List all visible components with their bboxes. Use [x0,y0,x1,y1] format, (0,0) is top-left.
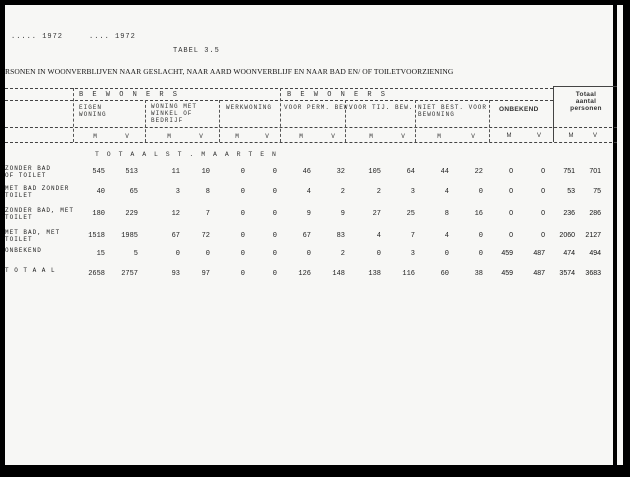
table-label: TABEL 3.5 [173,47,220,55]
table-cell: 7 [205,210,210,218]
table-cell: 64 [406,168,415,176]
row-label: MET BAD ZONDER TOILET [5,185,70,199]
table-cell: 0 [509,188,513,195]
mv-label-m: M [93,133,97,140]
total-header-top-rule [553,86,617,87]
col-divider [280,88,281,142]
table-cell: 4 [376,232,381,240]
table-cell: 1518 [88,232,105,240]
table-cell: 12 [171,210,180,218]
col-header-onbekend: ONBEKEND [499,106,539,113]
mv-label-v: V [199,133,203,140]
table-cell: 0 [272,270,277,278]
mv-label-v: V [265,133,269,140]
table-cell: 93 [171,270,180,278]
table-cell: 0 [478,188,483,196]
table-cell: 8 [205,188,210,196]
group-header-left: B E W O N E R S [79,91,180,99]
row-label: ZONDER BAD OF TOILET [5,165,52,179]
table-cell: 0 [240,210,245,218]
table-cell: 3574 [559,270,575,277]
col-divider [73,88,74,142]
table-cell: 0 [306,250,311,258]
header-group-rule [5,100,553,101]
table-cell: 67 [302,232,311,240]
table-cell: 0 [240,270,245,278]
table-cell: 22 [474,168,483,176]
table-cell: 4 [306,188,311,196]
mv-label-m: M [568,133,574,139]
table-cell: 105 [368,168,381,176]
table-cell: 2 [340,188,345,196]
col-header-eigen-woning: EIGEN WONING [79,104,107,118]
col-header-totaal: Totaal aantal personen [570,91,602,112]
table-cell: 0 [205,250,210,258]
table-cell: 0 [478,232,483,240]
table-cell: 0 [478,250,483,258]
scan-border [613,5,617,465]
mv-label-v: V [331,133,335,140]
col-divider [553,86,554,142]
table-cell: 2 [376,188,381,196]
col-divider [145,100,146,142]
table-cell: 2658 [88,270,105,278]
table-cell: 67 [171,232,180,240]
table-cell: 0 [444,250,449,258]
table-cell: 53 [567,188,575,195]
table-cell: 83 [336,232,345,240]
table-cell: 148 [332,270,345,278]
mv-label-m: M [235,133,239,140]
table-cell: 25 [406,210,415,218]
table-cell: 0 [541,188,545,195]
scanned-page [5,5,623,465]
group-header-right: B E W O N E R S [287,91,388,99]
table-cell: 9 [306,210,311,218]
table-cell: 459 [501,270,513,277]
table-cell: 97 [201,270,210,278]
table-cell: 0 [509,210,513,217]
table-cell: 0 [272,210,277,218]
table-cell: 72 [201,232,210,240]
table-cell: 0 [240,168,245,176]
table-cell: 2757 [121,270,138,278]
col-divider [489,100,490,142]
table-cell: 0 [272,188,277,196]
table-cell: 4 [444,232,449,240]
table-cell: 38 [474,270,483,278]
table-cell: 0 [376,250,381,258]
table-cell: 0 [541,168,545,175]
table-cell: 229 [125,210,138,218]
header-left-text: ..... 1972 [11,33,64,41]
table-cell: 40 [96,188,105,196]
table-cell: 11 [171,168,180,176]
table-cell: 0 [175,250,180,258]
table-cell: 474 [563,250,575,257]
row-label: T O T A A L [5,267,56,274]
table-cell: 3 [175,188,180,196]
table-cell: 8 [444,210,449,218]
table-cell: 751 [563,168,575,175]
table-cell: 180 [92,210,105,218]
table-cell: 0 [240,250,245,258]
table-cell: 3683 [585,270,601,277]
table-cell: 116 [402,270,415,278]
table-cell: 459 [501,250,513,257]
table-cell: 0 [509,232,513,239]
table-cell: 2060 [559,232,575,239]
table-cell: 0 [541,232,545,239]
table-cell: 0 [240,232,245,240]
mv-label-m: M [437,133,441,140]
mv-label-m: M [167,133,171,140]
row-label: MET BAD, MET TOILET [5,229,61,243]
table-cell: 487 [533,270,545,277]
table-cell: 60 [440,270,449,278]
table-cell: 1985 [121,232,138,240]
table-cell: 27 [372,210,381,218]
col-header-tij-bew: VOOR TIJ. BEW. [349,104,414,111]
table-cell: 65 [129,188,138,196]
mv-label-v: V [125,133,129,140]
col-header-woning-winkel: WONING MET WINKEL OF BEDRIJF [151,103,198,124]
table-cell: 3 [410,188,415,196]
header-middle-text: .... 1972 [89,33,136,41]
table-cell: 0 [509,168,513,175]
table-cell: 126 [298,270,311,278]
table-cell: 138 [368,270,381,278]
table-cell: 0 [272,250,277,258]
table-cell: 0 [272,232,277,240]
mv-label-m: M [369,133,373,140]
table-cell: 0 [240,188,245,196]
table-cell: 236 [563,210,575,217]
col-header-werkwoning: WERKWONING [226,104,273,111]
table-cell: 0 [541,210,545,217]
table-cell: 701 [589,168,601,175]
table-cell: 4 [444,188,449,196]
table-cell: 10 [201,168,210,176]
table-cell: 46 [302,168,311,176]
mv-label-v: V [401,133,405,140]
table-cell: 44 [440,168,449,176]
table-cell: 2 [340,250,345,258]
table-cell: 5 [133,250,138,258]
table-cell: 75 [593,188,601,195]
row-label: ZONDER BAD, MET TOILET [5,207,75,221]
col-header-niet-best: NIET BEST. VOOR BEWONING [418,104,488,118]
table-cell: 513 [125,168,138,176]
table-title: RSONEN IN WOONVERBLIJVEN NAAR GESLACHT, NAAR AARD WOONVERBLIJF EN NAAR BAD EN/ OF TOILETVOORZIENING [5,67,454,76]
table-cell: 487 [533,250,545,257]
table-cell: 3 [410,250,415,258]
table-cell: 32 [336,168,345,176]
col-header-perm-bew: VOOR PERM. BEW. [284,104,354,111]
header-top-rule [5,88,553,89]
table-cell: 494 [589,250,601,257]
table-cell: 16 [474,210,483,218]
table-cell: 545 [92,168,105,176]
table-cell: 2127 [585,232,601,239]
mv-label-v: V [536,133,541,139]
table-cell: 286 [589,210,601,217]
table-cell: 7 [410,232,415,240]
mv-label-m: M [506,133,512,139]
row-label: ONBEKEND [5,247,42,254]
mv-label-v: V [471,133,475,140]
mv-label-v: V [592,133,597,139]
table-cell: 15 [96,250,105,258]
header-bottom-rule [5,142,617,143]
section-caption: T O T A A L S T . M A A R T E N [95,151,278,158]
col-divider [415,100,416,142]
col-divider [219,100,220,142]
header-sub-rule [5,127,617,128]
table-cell: 9 [340,210,345,218]
mv-label-m: M [299,133,303,140]
table-cell: 0 [272,168,277,176]
